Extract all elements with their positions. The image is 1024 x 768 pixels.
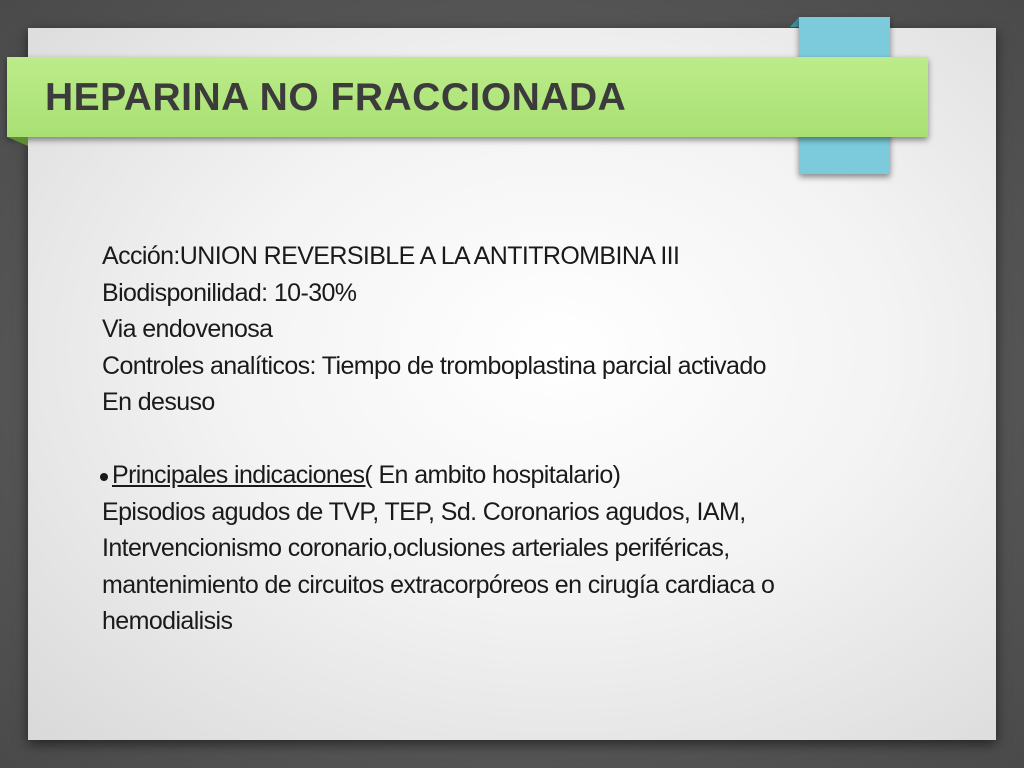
banner-fold-shadow xyxy=(7,137,28,146)
body-line-biodisponibilidad: Biodisponilidad: 10-30% xyxy=(102,278,357,307)
body-line-desuso: En desuso xyxy=(102,388,215,416)
indication-line: mantenimiento de circuitos extracorpóreos en cirugía cardiaca o xyxy=(102,570,775,599)
indication-line: Episodios agudos de TVP, TEP, Sd. Coronarios agudos, IAM, xyxy=(102,497,746,526)
bullet-rest-text: En ambito hospitalario) xyxy=(372,461,621,489)
indication-line: Intervencionismo coronario,oclusiones arteriales periféricas, xyxy=(102,534,730,562)
body-line-controles: Controles analíticos: Tiempo de tromboplastina parcial activado xyxy=(102,351,766,380)
bullet-text xyxy=(102,461,620,489)
spacer xyxy=(102,421,862,458)
slide-title: HEPARINA NO FRACCIONADA xyxy=(45,76,627,119)
body-line-accion: Acción:UNION REVERSIBLE A LA ANTITROMBINA III xyxy=(102,242,680,270)
indication-line: hemodialisis xyxy=(102,607,233,635)
slide-body xyxy=(102,238,862,640)
body-line-via: Via endovenosa xyxy=(102,315,273,343)
tab-fold-shadow xyxy=(790,17,799,27)
bullet-dot-icon xyxy=(100,473,108,481)
bullet-underlined-text: Principales indicaciones( xyxy=(112,461,373,489)
bullet-item-indicaciones xyxy=(102,457,862,494)
